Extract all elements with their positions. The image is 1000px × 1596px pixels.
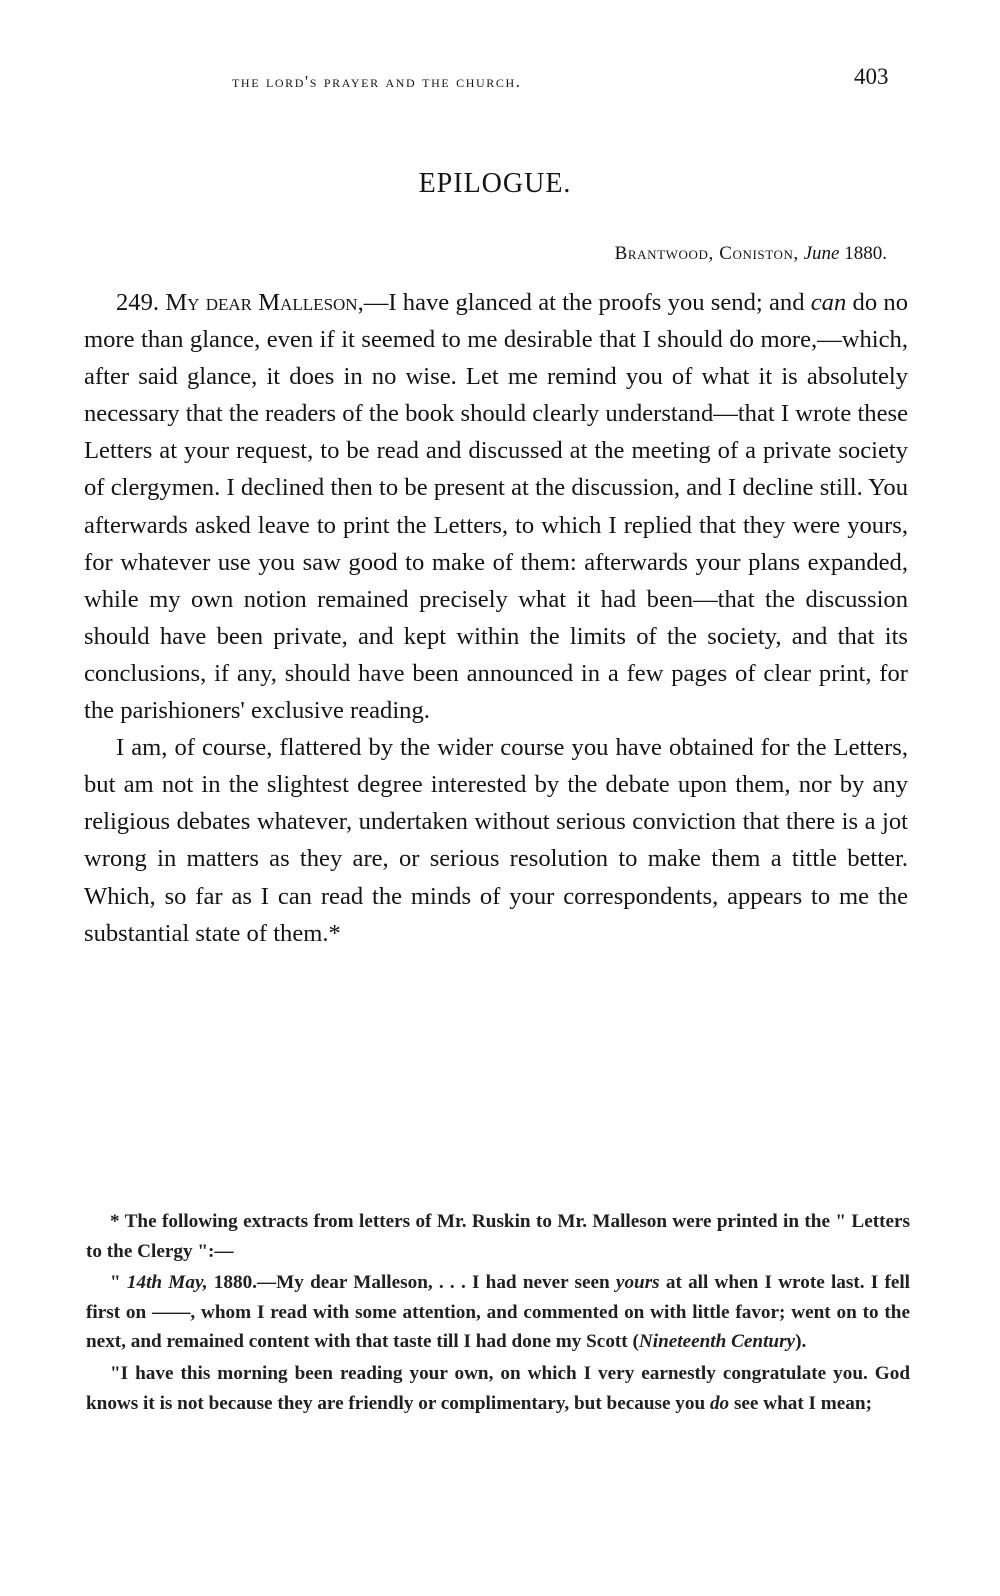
footnote-2-emphasis: yours xyxy=(615,1272,660,1294)
section-number: 249. xyxy=(116,289,160,316)
footnote-3-emphasis: do xyxy=(709,1392,730,1414)
footnote-2-date: 14th May, xyxy=(126,1272,208,1294)
footnote-1: * The following extracts from letters of Mr. Ruskin to Mr. Malleson were printed in the " Letters to the Clergy ":— xyxy=(86,1211,910,1262)
section-heading xyxy=(0,168,1000,200)
dateline xyxy=(615,243,887,265)
letter-body xyxy=(84,284,908,952)
paragraph-1-text-b: do no more than glance, even if it seemed to me desirable that I should do more,—which, after said glance, it does in no wise. Let me remind you of what it is absolutely necessary that the readers of the book should clearly understand—that I wrote these Letters at your request, to be read and discussed at the meeting of a private society of clergymen. I declined then to be present at the discussion, and I decline still. You afterwards asked leave to print the Letters, to which I replied that they were yours, for whatever use you saw good to make of them: afterwards your plans expanded, while my own notion remained precisely what it had been—that the discussion should have been private, and kept within the limits of the society, and that its conclusions, if any, should have been announced in a few pages of clear print, for the parishioners' exclusive reading. xyxy=(84,289,908,725)
paragraph-1 xyxy=(84,284,908,729)
footnote-2-title: Nineteenth Century xyxy=(638,1331,796,1353)
dateline-month: June xyxy=(803,243,840,264)
dateline-year: 1880. xyxy=(844,243,887,264)
footnote-3-text-a: "I have this morning been reading your own, on which I very earnestly congratulate you. God knows it is not because they are friendly or complimentary, but because you xyxy=(86,1362,910,1414)
heading-text: EPILOGUE. xyxy=(418,168,572,199)
footnote-2-text-a: 1880.—My dear Malleson, . . . I had never seen xyxy=(207,1272,616,1294)
footnote-2-quote: " xyxy=(110,1272,127,1294)
page-number: 403 xyxy=(854,64,889,89)
footnote-3 xyxy=(86,1359,910,1418)
paragraph-1-emphasis: can xyxy=(810,289,847,316)
footnote-3-text-b: see what I mean; xyxy=(729,1392,872,1414)
running-head xyxy=(0,64,1000,94)
paragraph-1-text-a: —I have glanced at the proofs you send; and xyxy=(363,289,811,316)
footnote-2-text-c: ). xyxy=(795,1331,807,1353)
dateline-place: Brantwood, Coniston, xyxy=(614,243,799,264)
paragraph-2: I am, of course, flattered by the wider course you have obtained for the Letters, but am not in the slightest degree interested by the debate upon them, nor by any religious debates whatever, undertaken without serious conviction that there is a jot wrong in matters as they are, or serious resolution to make them a tittle better. Which, so far as I can read the minds of your correspondents, appears to me the substantial state of them.* xyxy=(84,734,908,947)
footnotes xyxy=(86,1207,910,1418)
footnote-2-text-b: at all when I wrote last. I fell first on ——, whom I read with some attention, and commented on with little favor; went on to the next, and remained content with that taste till I had done my Scott ( xyxy=(86,1272,911,1353)
footnote-2 xyxy=(86,1268,910,1357)
running-title: the lord's prayer and the church. xyxy=(232,72,522,91)
salutation: My dear Malleson, xyxy=(165,289,364,316)
